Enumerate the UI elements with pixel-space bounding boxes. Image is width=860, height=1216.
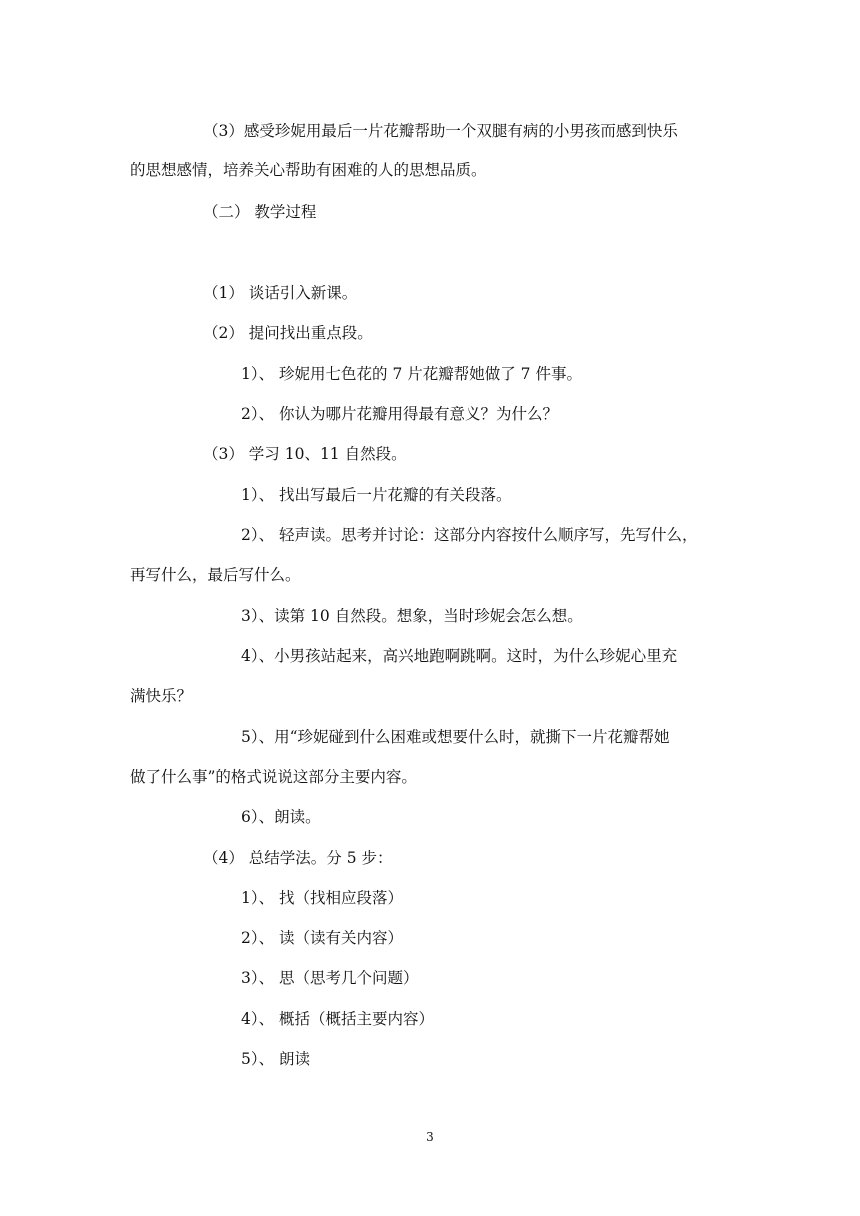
step-1: （1） 谈话引入新课。 xyxy=(203,284,358,302)
step-4-item-3: 3）、 思（思考几个问题） xyxy=(241,969,419,987)
step-2: （2） 提问找出重点段。 xyxy=(203,324,373,342)
step-3-item-1: 1）、 找出写最后一片花瓣的有关段落。 xyxy=(241,486,512,504)
step-4-item-4: 4）、 概括（概括主要内容） xyxy=(241,1010,435,1028)
step-4-item-5: 5）、 朗读 xyxy=(241,1050,311,1068)
objective-3-line-1: （3）感受珍妮用最后一片花瓣帮助一个双腿有病的小男孩而感到快乐 xyxy=(203,122,678,140)
page-number: 3 xyxy=(426,1130,434,1144)
step-3: （3） 学习 10、11 自然段。 xyxy=(203,445,407,463)
step-2-question-1: 1）、 珍妮用七色花的 7 片花瓣帮她做了 7 件事。 xyxy=(241,365,582,383)
step-3-item-3: 3）、读第 10 自然段。想象，当时珍妮会怎么想。 xyxy=(241,607,583,625)
objective-3-line-2: 的思想感情，培养关心帮助有困难的人的思想品质。 xyxy=(130,161,487,179)
step-3-item-4-line-2: 满快乐？ xyxy=(130,687,193,705)
step-4-item-1: 1）、 找（找相应段落） xyxy=(241,889,404,907)
step-3-item-5-line-1: 5）、用“珍妮碰到什么困难或想要什么时，就撕下一片花瓣帮她 xyxy=(241,728,670,746)
step-3-item-6: 6）、朗读。 xyxy=(241,808,321,826)
step-2-question-2: 2）、 你认为哪片花瓣用得最有意义？为什么？ xyxy=(241,405,559,423)
section-heading: （二） 教学过程 xyxy=(203,203,317,221)
step-4: （4） 总结学法。分 5 步： xyxy=(203,849,393,867)
step-3-item-2-line-2: 再写什么，最后写什么。 xyxy=(130,566,301,584)
step-3-item-4-line-1: 4）、小男孩站起来，高兴地跑啊跳啊。这时，为什么珍妮心里充 xyxy=(241,647,678,665)
step-4-item-2: 2）、 读（读有关内容） xyxy=(241,929,404,947)
step-3-item-5-line-2: 做了什么事”的格式说说这部分主要内容。 xyxy=(130,768,417,786)
step-3-item-2-line-1: 2）、 轻声读。思考并讨论：这部分内容按什么顺序写，先写什么， xyxy=(241,526,698,544)
